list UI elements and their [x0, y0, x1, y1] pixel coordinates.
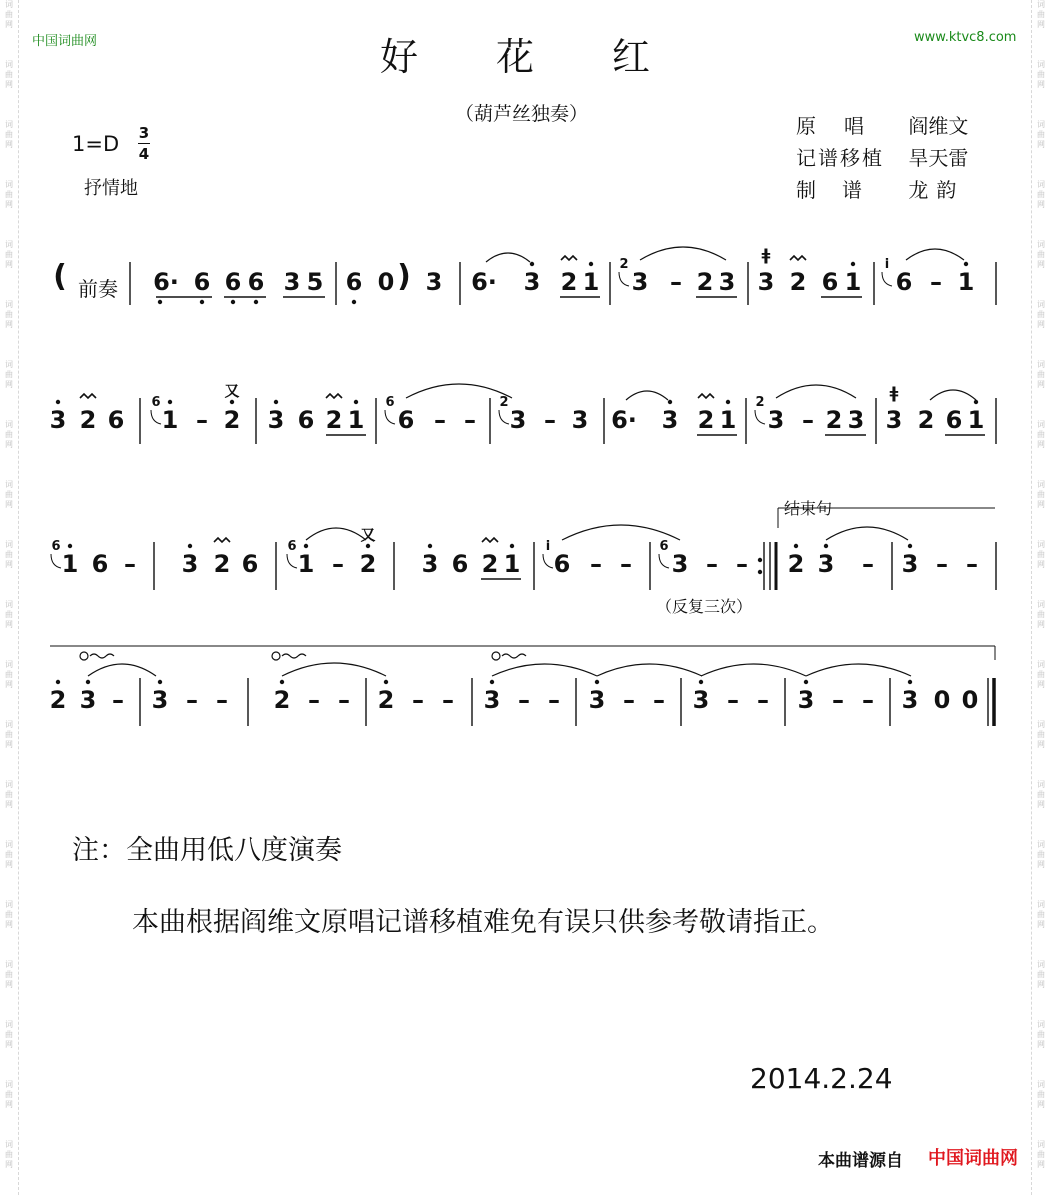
- note: 6: [553, 550, 571, 578]
- note: 0: [933, 686, 951, 714]
- note: 3: [631, 268, 649, 296]
- grace-note: 2: [619, 257, 629, 272]
- note: 2: [787, 550, 805, 578]
- note: 6·: [471, 268, 497, 296]
- site-url-right[interactable]: www.ktvc8.com: [914, 30, 1017, 45]
- vibrato-mark: [282, 654, 306, 658]
- note: 0: [377, 268, 395, 296]
- time-signature-top: 3: [138, 124, 150, 142]
- note: 6: [451, 550, 469, 578]
- note: 2: [49, 686, 67, 714]
- note: 3: [283, 268, 301, 296]
- tempo-marking: 抒情地: [84, 178, 138, 199]
- high-octave-dot: [668, 400, 672, 404]
- margin-watermark-mark: 词 曲 网: [1037, 420, 1045, 449]
- grace-note: 2: [755, 395, 765, 410]
- ornament-cross: ǂ: [889, 383, 899, 402]
- open-hole-mark: [492, 652, 500, 660]
- high-octave-dot: [726, 400, 730, 404]
- note: 2: [560, 268, 578, 296]
- note: –: [442, 686, 454, 714]
- note: 3: [885, 406, 903, 434]
- high-octave-dot: [168, 400, 172, 404]
- grace-note: 6: [287, 539, 297, 554]
- note: 6: [821, 268, 839, 296]
- note: 3: [588, 686, 606, 714]
- margin-watermark-mark: 词 曲 网: [5, 600, 13, 629]
- slur-arc: [701, 664, 806, 676]
- source-prefix: 本曲谱源自: [818, 1151, 903, 1171]
- note: 3: [661, 406, 679, 434]
- grace-tie: [385, 410, 395, 424]
- note: –: [757, 686, 769, 714]
- slur-arc: [406, 384, 512, 398]
- note: 2: [697, 406, 715, 434]
- note: –: [966, 550, 978, 578]
- margin-watermark-mark: 词 曲 网: [1037, 600, 1045, 629]
- margin-watermark-mark: 词 曲 网: [5, 120, 13, 149]
- mordent-mark: [698, 394, 714, 398]
- high-octave-dot: [188, 544, 192, 548]
- disclaimer-statement: 本曲根据阎维文原唱记谱移植难免有误只供参考敬请指正。: [132, 907, 834, 938]
- margin-watermark-mark: 词 曲 网: [5, 0, 13, 29]
- note: 3: [49, 406, 67, 434]
- note: 3: [523, 268, 541, 296]
- margin-watermark-mark: 词 曲 网: [1037, 300, 1045, 329]
- slur-arc: [906, 249, 964, 260]
- margin-watermark-mark: 词 曲 网: [1037, 480, 1045, 509]
- low-octave-dot: [231, 300, 235, 304]
- note: 3: [797, 686, 815, 714]
- note: 2: [481, 550, 499, 578]
- note: –: [548, 686, 560, 714]
- note: –: [936, 550, 948, 578]
- grace-note: 6: [151, 395, 161, 410]
- note: 6: [241, 550, 259, 578]
- margin-watermark-mark: 词 曲 网: [5, 840, 13, 869]
- intro-label: 前奏: [78, 277, 118, 301]
- margin-watermark-mark: 词 曲 网: [5, 900, 13, 929]
- note: 2: [223, 406, 241, 434]
- mordent-mark: [326, 394, 342, 398]
- note: –: [736, 550, 748, 578]
- margin-watermark-mark: 词 曲 网: [1037, 240, 1045, 269]
- note: 6·: [153, 268, 179, 296]
- slur-arc: [806, 664, 911, 676]
- low-octave-dot: [158, 300, 162, 304]
- note: 3: [757, 268, 775, 296]
- margin-watermark-mark: 词 曲 网: [1037, 0, 1045, 29]
- note: 3: [79, 686, 97, 714]
- margin-watermark-mark: 词 曲 网: [5, 360, 13, 389]
- note: –: [706, 550, 718, 578]
- slur-arc: [562, 525, 680, 540]
- high-octave-dot: [824, 544, 828, 548]
- note: –: [544, 406, 556, 434]
- note: 3: [767, 406, 785, 434]
- note: 6: [345, 268, 363, 296]
- note: 5: [306, 268, 324, 296]
- high-octave-dot: [794, 544, 798, 548]
- ornament-you: 又: [360, 526, 376, 544]
- high-octave-dot: [851, 262, 855, 266]
- note: 3: [425, 268, 443, 296]
- grace-tie: [151, 410, 161, 424]
- note: 2: [79, 406, 97, 434]
- margin-watermark-mark: 词 曲 网: [5, 1140, 13, 1169]
- high-octave-dot: [804, 680, 808, 684]
- note: 3: [817, 550, 835, 578]
- slur-arc: [282, 663, 386, 676]
- margin-watermark-mark: 词 曲 网: [1037, 120, 1045, 149]
- high-octave-dot: [68, 544, 72, 548]
- note: –: [412, 686, 424, 714]
- note: 1: [161, 406, 179, 434]
- song-title: 好花红: [380, 35, 729, 79]
- note: –: [518, 686, 530, 714]
- grace-note: i: [884, 257, 890, 272]
- note: 3: [181, 550, 199, 578]
- note: –: [216, 686, 228, 714]
- note: –: [930, 268, 942, 296]
- note: 0: [961, 686, 979, 714]
- date-stamp: 2014.2.24: [750, 1062, 893, 1095]
- slur-arc: [492, 664, 597, 676]
- margin-watermark-mark: 词 曲 网: [1037, 1020, 1045, 1049]
- margin-watermark-mark: 词 曲 网: [1037, 1140, 1045, 1169]
- credit-value: 阎维文: [908, 114, 969, 138]
- high-octave-dot: [428, 544, 432, 548]
- margin-watermark-mark: 词 曲 网: [1037, 180, 1045, 209]
- note: –: [832, 686, 844, 714]
- note: 6: [193, 268, 211, 296]
- note: –: [623, 686, 635, 714]
- high-octave-dot: [595, 680, 599, 684]
- margin-watermark-mark: 词 曲 网: [5, 780, 13, 809]
- mordent-mark: [80, 394, 96, 398]
- note: 2: [696, 268, 714, 296]
- grace-tie: [543, 554, 553, 568]
- open-parenthesis: (: [53, 259, 67, 294]
- note: 2: [273, 686, 291, 714]
- vibrato-mark: [90, 654, 114, 658]
- note: –: [434, 406, 446, 434]
- high-octave-dot: [280, 680, 284, 684]
- note: –: [802, 406, 814, 434]
- low-octave-dot: [254, 300, 258, 304]
- note: 3: [718, 268, 736, 296]
- high-octave-dot: [699, 680, 703, 684]
- grace-note: i: [545, 539, 551, 554]
- note: –: [332, 550, 344, 578]
- credit-value: 旱天雷: [908, 146, 969, 170]
- margin-watermark-mark: 词 曲 网: [5, 960, 13, 989]
- high-octave-dot: [384, 680, 388, 684]
- note: 6: [397, 406, 415, 434]
- note: –: [862, 550, 874, 578]
- note: 1: [844, 268, 862, 296]
- slur-arc: [626, 391, 668, 400]
- slur-arc: [826, 527, 908, 540]
- grace-tie: [659, 554, 669, 568]
- high-octave-dot: [86, 680, 90, 684]
- margin-watermark-mark: 词 曲 网: [1037, 720, 1045, 749]
- note: 1: [503, 550, 521, 578]
- slur-arc: [306, 528, 366, 540]
- grace-tie: [287, 554, 297, 568]
- note: 2: [789, 268, 807, 296]
- margin-watermark-mark: 词 曲 网: [1037, 1080, 1045, 1109]
- note: 1: [582, 268, 600, 296]
- high-octave-dot: [366, 544, 370, 548]
- note: 6: [247, 268, 265, 296]
- note: 1: [967, 406, 985, 434]
- high-octave-dot: [304, 544, 308, 548]
- note: 2: [213, 550, 231, 578]
- note: 6·: [611, 406, 637, 434]
- open-hole-mark: [80, 652, 88, 660]
- note: 2: [359, 550, 377, 578]
- open-hole-mark: [272, 652, 280, 660]
- ending-label: 结束句: [784, 499, 833, 518]
- margin-watermark-mark: 词 曲 网: [1037, 660, 1045, 689]
- note: 3: [267, 406, 285, 434]
- grace-note: 6: [659, 539, 669, 554]
- note: –: [590, 550, 602, 578]
- time-signature-bottom: 4: [138, 145, 150, 163]
- high-octave-dot: [530, 262, 534, 266]
- note: –: [124, 550, 136, 578]
- key-signature: 1=D: [72, 132, 120, 156]
- high-octave-dot: [56, 680, 60, 684]
- note: 6: [224, 268, 242, 296]
- margin-watermark-mark: 词 曲 网: [1037, 900, 1045, 929]
- note: 3: [571, 406, 589, 434]
- note: –: [196, 406, 208, 434]
- margin-watermark-mark: 词 曲 网: [1037, 540, 1045, 569]
- credit-label: 制谱: [796, 178, 888, 202]
- slur-arc: [640, 247, 726, 260]
- credit-label: 记谱移植: [796, 146, 884, 170]
- note: 1: [347, 406, 365, 434]
- grace-note: 6: [385, 395, 395, 410]
- vibrato-mark: [502, 654, 526, 658]
- note: 2: [917, 406, 935, 434]
- repeat-instruction: （反复三次）: [656, 597, 753, 616]
- note: 3: [901, 686, 919, 714]
- margin-watermark-mark: 词 曲 网: [1037, 360, 1045, 389]
- high-octave-dot: [510, 544, 514, 548]
- note: 3: [151, 686, 169, 714]
- note: –: [464, 406, 476, 434]
- close-parenthesis: ): [397, 259, 411, 294]
- margin-watermark-mark: 词 曲 网: [5, 1020, 13, 1049]
- note: 3: [901, 550, 919, 578]
- margin-watermark-mark: 词 曲 网: [5, 60, 13, 89]
- grace-tie: [51, 554, 61, 568]
- high-octave-dot: [354, 400, 358, 404]
- note: 6: [297, 406, 315, 434]
- high-octave-dot: [274, 400, 278, 404]
- low-octave-dot: [200, 300, 204, 304]
- note: 6: [945, 406, 963, 434]
- note: 6: [107, 406, 125, 434]
- song-subtitle: （葫芦丝独奏）: [455, 103, 589, 125]
- margin-watermark-mark: 词 曲 网: [5, 300, 13, 329]
- margin-watermark-mark: 词 曲 网: [5, 660, 13, 689]
- note: –: [186, 686, 198, 714]
- performance-remark: 注：全曲用低八度演奏: [72, 835, 342, 866]
- high-octave-dot: [964, 262, 968, 266]
- note: –: [653, 686, 665, 714]
- margin-watermark-mark: 词 曲 网: [5, 420, 13, 449]
- repeat-dot: [758, 558, 762, 562]
- grace-tie: [755, 410, 765, 424]
- margin-watermark-mark: 词 曲 网: [1037, 840, 1045, 869]
- grace-tie: [619, 272, 629, 286]
- note: –: [620, 550, 632, 578]
- note: 2: [377, 686, 395, 714]
- high-octave-dot: [158, 680, 162, 684]
- credit-label: 原唱: [796, 114, 892, 138]
- grace-note: 6: [51, 539, 61, 554]
- note: 2: [825, 406, 843, 434]
- mordent-mark: [561, 256, 577, 260]
- note: 6: [895, 268, 913, 296]
- margin-watermark-mark: 词 曲 网: [5, 240, 13, 269]
- site-name-left[interactable]: 中国词曲网: [32, 34, 98, 49]
- high-octave-dot: [908, 544, 912, 548]
- note: 1: [61, 550, 79, 578]
- high-octave-dot: [56, 400, 60, 404]
- grace-note: 2: [499, 395, 509, 410]
- mordent-mark: [214, 538, 230, 542]
- repeat-dot: [758, 570, 762, 574]
- note: –: [338, 686, 350, 714]
- note: 3: [421, 550, 439, 578]
- note: 1: [719, 406, 737, 434]
- note: 3: [671, 550, 689, 578]
- grace-tie: [882, 272, 892, 286]
- margin-watermark-mark: 词 曲 网: [1037, 780, 1045, 809]
- ornament-you: 又: [224, 382, 240, 400]
- high-octave-dot: [230, 400, 234, 404]
- note: –: [112, 686, 124, 714]
- note: 3: [483, 686, 501, 714]
- note: 1: [297, 550, 315, 578]
- note: 6: [91, 550, 109, 578]
- slur-arc: [776, 385, 856, 398]
- high-octave-dot: [589, 262, 593, 266]
- slur-arc: [486, 253, 530, 262]
- slur-arc: [88, 664, 156, 676]
- low-octave-dot: [352, 300, 356, 304]
- note: –: [727, 686, 739, 714]
- ornament-cross: ǂ: [761, 245, 771, 264]
- slur-arc: [930, 390, 976, 400]
- note: 3: [509, 406, 527, 434]
- note: 3: [692, 686, 710, 714]
- source-site-link[interactable]: 中国词曲网: [928, 1148, 1018, 1169]
- margin-watermark-mark: 词 曲 网: [5, 480, 13, 509]
- note: 3: [847, 406, 865, 434]
- high-octave-dot: [908, 680, 912, 684]
- margin-watermark-mark: 词 曲 网: [1037, 60, 1045, 89]
- margin-watermark-mark: 词 曲 网: [5, 1080, 13, 1109]
- high-octave-dot: [490, 680, 494, 684]
- mordent-mark: [482, 538, 498, 542]
- margin-watermark-mark: 词 曲 网: [5, 180, 13, 209]
- note: 2: [325, 406, 343, 434]
- slur-arc: [597, 664, 702, 676]
- margin-watermark-mark: 词 曲 网: [5, 540, 13, 569]
- high-octave-dot: [974, 400, 978, 404]
- grace-tie: [499, 410, 509, 424]
- note: –: [862, 686, 874, 714]
- credit-value: 龙韵: [908, 178, 965, 202]
- note: 1: [957, 268, 975, 296]
- note: –: [308, 686, 320, 714]
- note: –: [670, 268, 682, 296]
- margin-watermark-mark: 词 曲 网: [5, 720, 13, 749]
- mordent-mark: [790, 256, 806, 260]
- margin-watermark-mark: 词 曲 网: [1037, 960, 1045, 989]
